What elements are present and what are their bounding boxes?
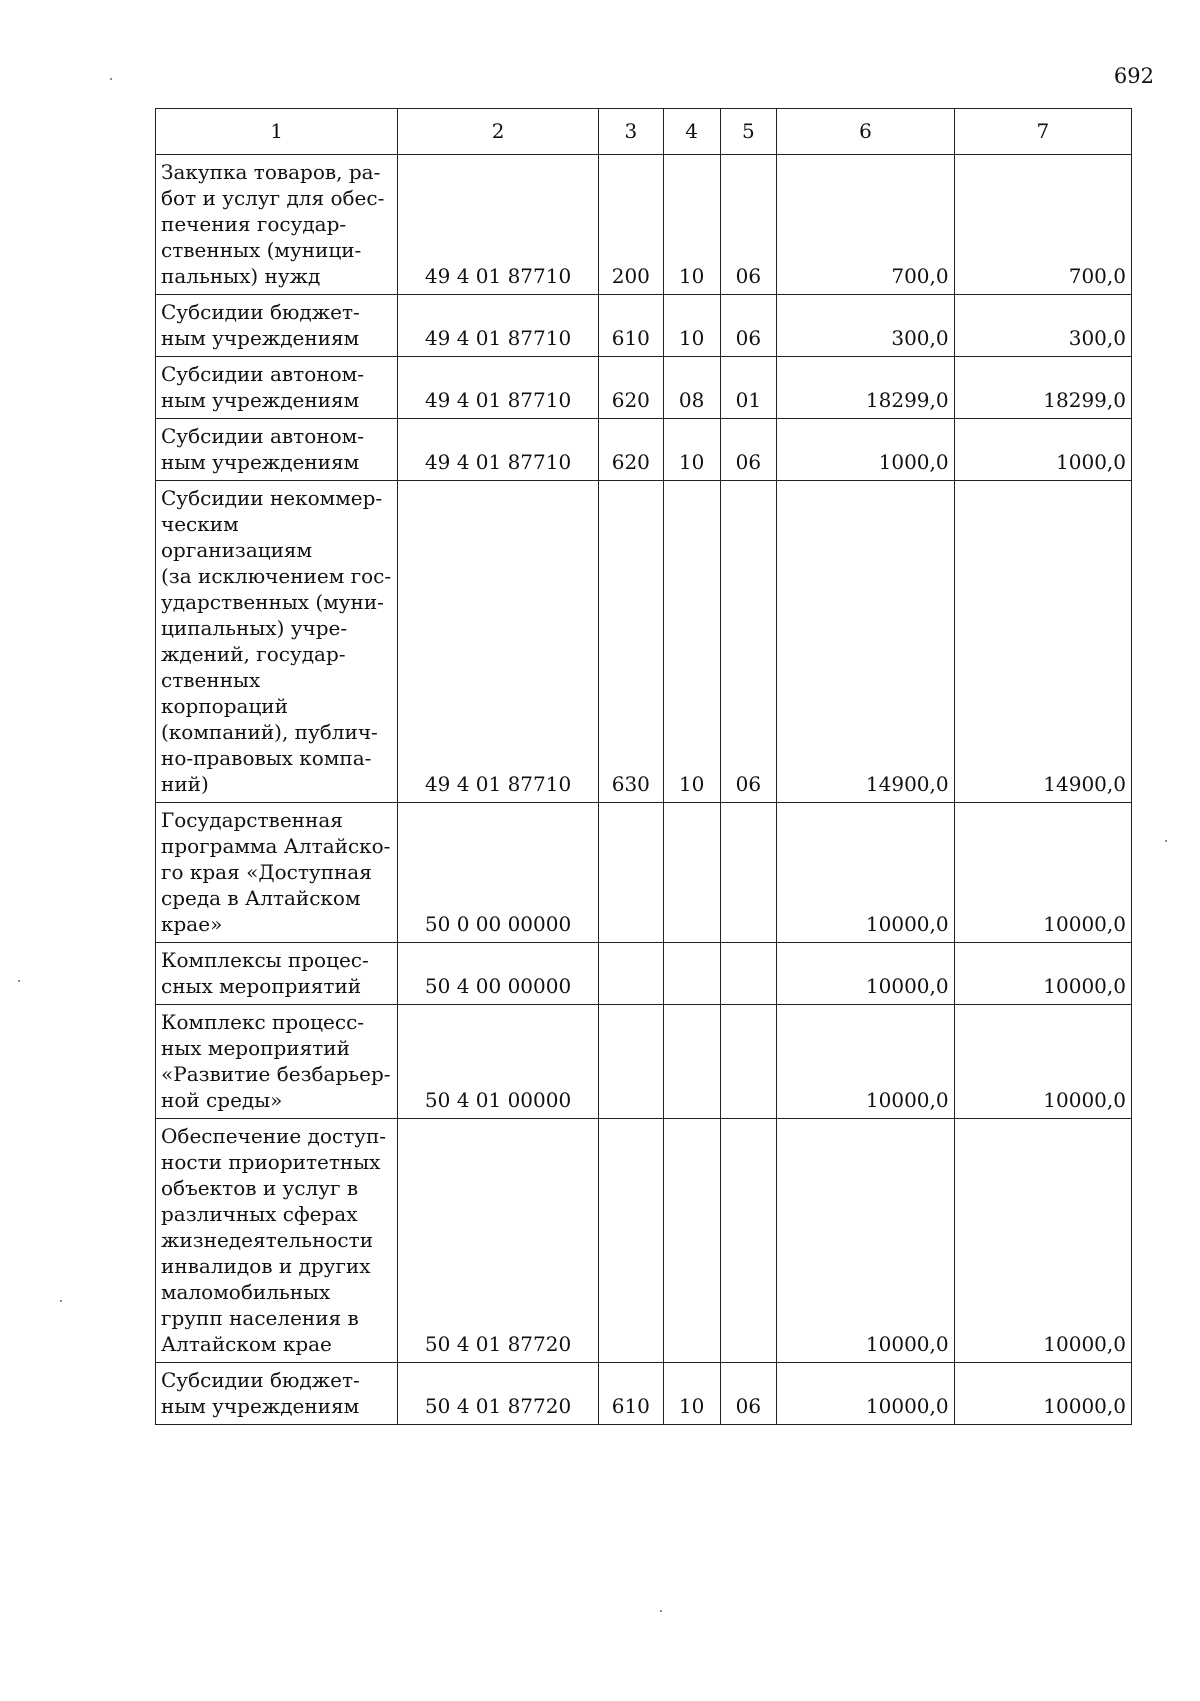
amount-cell-6: 18299,0 xyxy=(777,357,954,419)
subsection-cell: 01 xyxy=(720,357,777,419)
amount-cell-7: 10000,0 xyxy=(954,1005,1131,1119)
row-name-cell: Комплексы процес- сных мероприятий xyxy=(156,943,398,1005)
target-code-cell: 50 4 01 87720 xyxy=(398,1363,599,1425)
scan-speck xyxy=(110,78,112,80)
column-header: 5 xyxy=(720,109,777,155)
target-code-cell: 50 0 00 00000 xyxy=(398,803,599,943)
table-row xyxy=(156,1005,1132,1119)
amount-cell-7: 10000,0 xyxy=(954,943,1131,1005)
table-row xyxy=(156,357,1132,419)
table-row xyxy=(156,803,1132,943)
table-row xyxy=(156,419,1132,481)
row-name-cell: Субсидии бюджет- ным учреждениям xyxy=(156,1363,398,1425)
scan-speck xyxy=(1165,840,1167,842)
scan-speck xyxy=(18,980,20,982)
column-header: 4 xyxy=(663,109,720,155)
target-code-cell: 49 4 01 87710 xyxy=(398,419,599,481)
table-row xyxy=(156,155,1132,295)
budget-table xyxy=(155,108,1132,1425)
amount-cell-6: 14900,0 xyxy=(777,481,954,803)
subsection-cell xyxy=(720,1119,777,1363)
row-name-cell: Государственная программа Алтайско- го края «Доступная среда в Алтайском крае» xyxy=(156,803,398,943)
target-code-cell: 49 4 01 87710 xyxy=(398,357,599,419)
section-cell xyxy=(663,1005,720,1119)
subsection-cell: 06 xyxy=(720,155,777,295)
amount-cell-6: 700,0 xyxy=(777,155,954,295)
amount-cell-7: 10000,0 xyxy=(954,1119,1131,1363)
expense-type-cell: 610 xyxy=(598,295,663,357)
column-header: 7 xyxy=(954,109,1131,155)
row-name-cell: Субсидии автоном- ным учреждениям xyxy=(156,419,398,481)
expense-type-cell xyxy=(598,943,663,1005)
amount-cell-7: 10000,0 xyxy=(954,803,1131,943)
section-cell: 08 xyxy=(663,357,720,419)
expense-type-cell xyxy=(598,1005,663,1119)
amount-cell-7: 18299,0 xyxy=(954,357,1131,419)
section-cell xyxy=(663,943,720,1005)
column-header: 3 xyxy=(598,109,663,155)
scan-speck xyxy=(60,1300,62,1302)
target-code-cell: 50 4 00 00000 xyxy=(398,943,599,1005)
subsection-cell: 06 xyxy=(720,481,777,803)
subsection-cell: 06 xyxy=(720,1363,777,1425)
amount-cell-6: 10000,0 xyxy=(777,1005,954,1119)
amount-cell-7: 700,0 xyxy=(954,155,1131,295)
target-code-cell: 49 4 01 87710 xyxy=(398,481,599,803)
amount-cell-6: 1000,0 xyxy=(777,419,954,481)
amount-cell-6: 10000,0 xyxy=(777,1363,954,1425)
row-name-cell: Субсидии некоммер- ческим организациям (за исключением гос- ударственных (муни- ципальных) учре- ждений, государ- ственных корпораций (компаний), публич- но-правовых компа- ний) xyxy=(156,481,398,803)
section-cell: 10 xyxy=(663,155,720,295)
subsection-cell xyxy=(720,943,777,1005)
section-cell: 10 xyxy=(663,419,720,481)
amount-cell-6: 10000,0 xyxy=(777,803,954,943)
amount-cell-6: 10000,0 xyxy=(777,1119,954,1363)
row-name-cell: Субсидии автоном- ным учреждениям xyxy=(156,357,398,419)
row-name-cell: Закупка товаров, ра- бот и услуг для обес- печения государ- ственных (муници- пальных) нужд xyxy=(156,155,398,295)
amount-cell-7: 300,0 xyxy=(954,295,1131,357)
subsection-cell xyxy=(720,1005,777,1119)
table-header-row xyxy=(156,109,1132,155)
target-code-cell: 49 4 01 87710 xyxy=(398,155,599,295)
section-cell xyxy=(663,803,720,943)
column-header: 6 xyxy=(777,109,954,155)
section-cell: 10 xyxy=(663,481,720,803)
subsection-cell xyxy=(720,803,777,943)
table-row xyxy=(156,1119,1132,1363)
table-row xyxy=(156,943,1132,1005)
row-name-cell: Обеспечение доступ- ности приоритетных объектов и услуг в различных сферах жизнедеятельности инвалидов и других маломобильных групп населения в Алтайском крае xyxy=(156,1119,398,1363)
amount-cell-7: 1000,0 xyxy=(954,419,1131,481)
amount-cell-7: 10000,0 xyxy=(954,1363,1131,1425)
section-cell: 10 xyxy=(663,1363,720,1425)
column-header: 2 xyxy=(398,109,599,155)
expense-type-cell xyxy=(598,803,663,943)
expense-type-cell: 200 xyxy=(598,155,663,295)
expense-type-cell: 620 xyxy=(598,419,663,481)
column-header: 1 xyxy=(156,109,398,155)
amount-cell-7: 14900,0 xyxy=(954,481,1131,803)
subsection-cell: 06 xyxy=(720,295,777,357)
expense-type-cell xyxy=(598,1119,663,1363)
section-cell: 10 xyxy=(663,295,720,357)
target-code-cell: 50 4 01 00000 xyxy=(398,1005,599,1119)
target-code-cell: 49 4 01 87710 xyxy=(398,295,599,357)
page-number: 692 xyxy=(1113,64,1154,88)
row-name-cell: Субсидии бюджет- ным учреждениям xyxy=(156,295,398,357)
expense-type-cell: 610 xyxy=(598,1363,663,1425)
amount-cell-6: 300,0 xyxy=(777,295,954,357)
expense-type-cell: 630 xyxy=(598,481,663,803)
subsection-cell: 06 xyxy=(720,419,777,481)
section-cell xyxy=(663,1119,720,1363)
row-name-cell: Комплекс процесс- ных мероприятий «Развитие безбарьер- ной среды» xyxy=(156,1005,398,1119)
table-row xyxy=(156,295,1132,357)
scan-speck xyxy=(660,1610,662,1612)
table-row xyxy=(156,1363,1132,1425)
target-code-cell: 50 4 01 87720 xyxy=(398,1119,599,1363)
amount-cell-6: 10000,0 xyxy=(777,943,954,1005)
table-row xyxy=(156,481,1132,803)
expense-type-cell: 620 xyxy=(598,357,663,419)
